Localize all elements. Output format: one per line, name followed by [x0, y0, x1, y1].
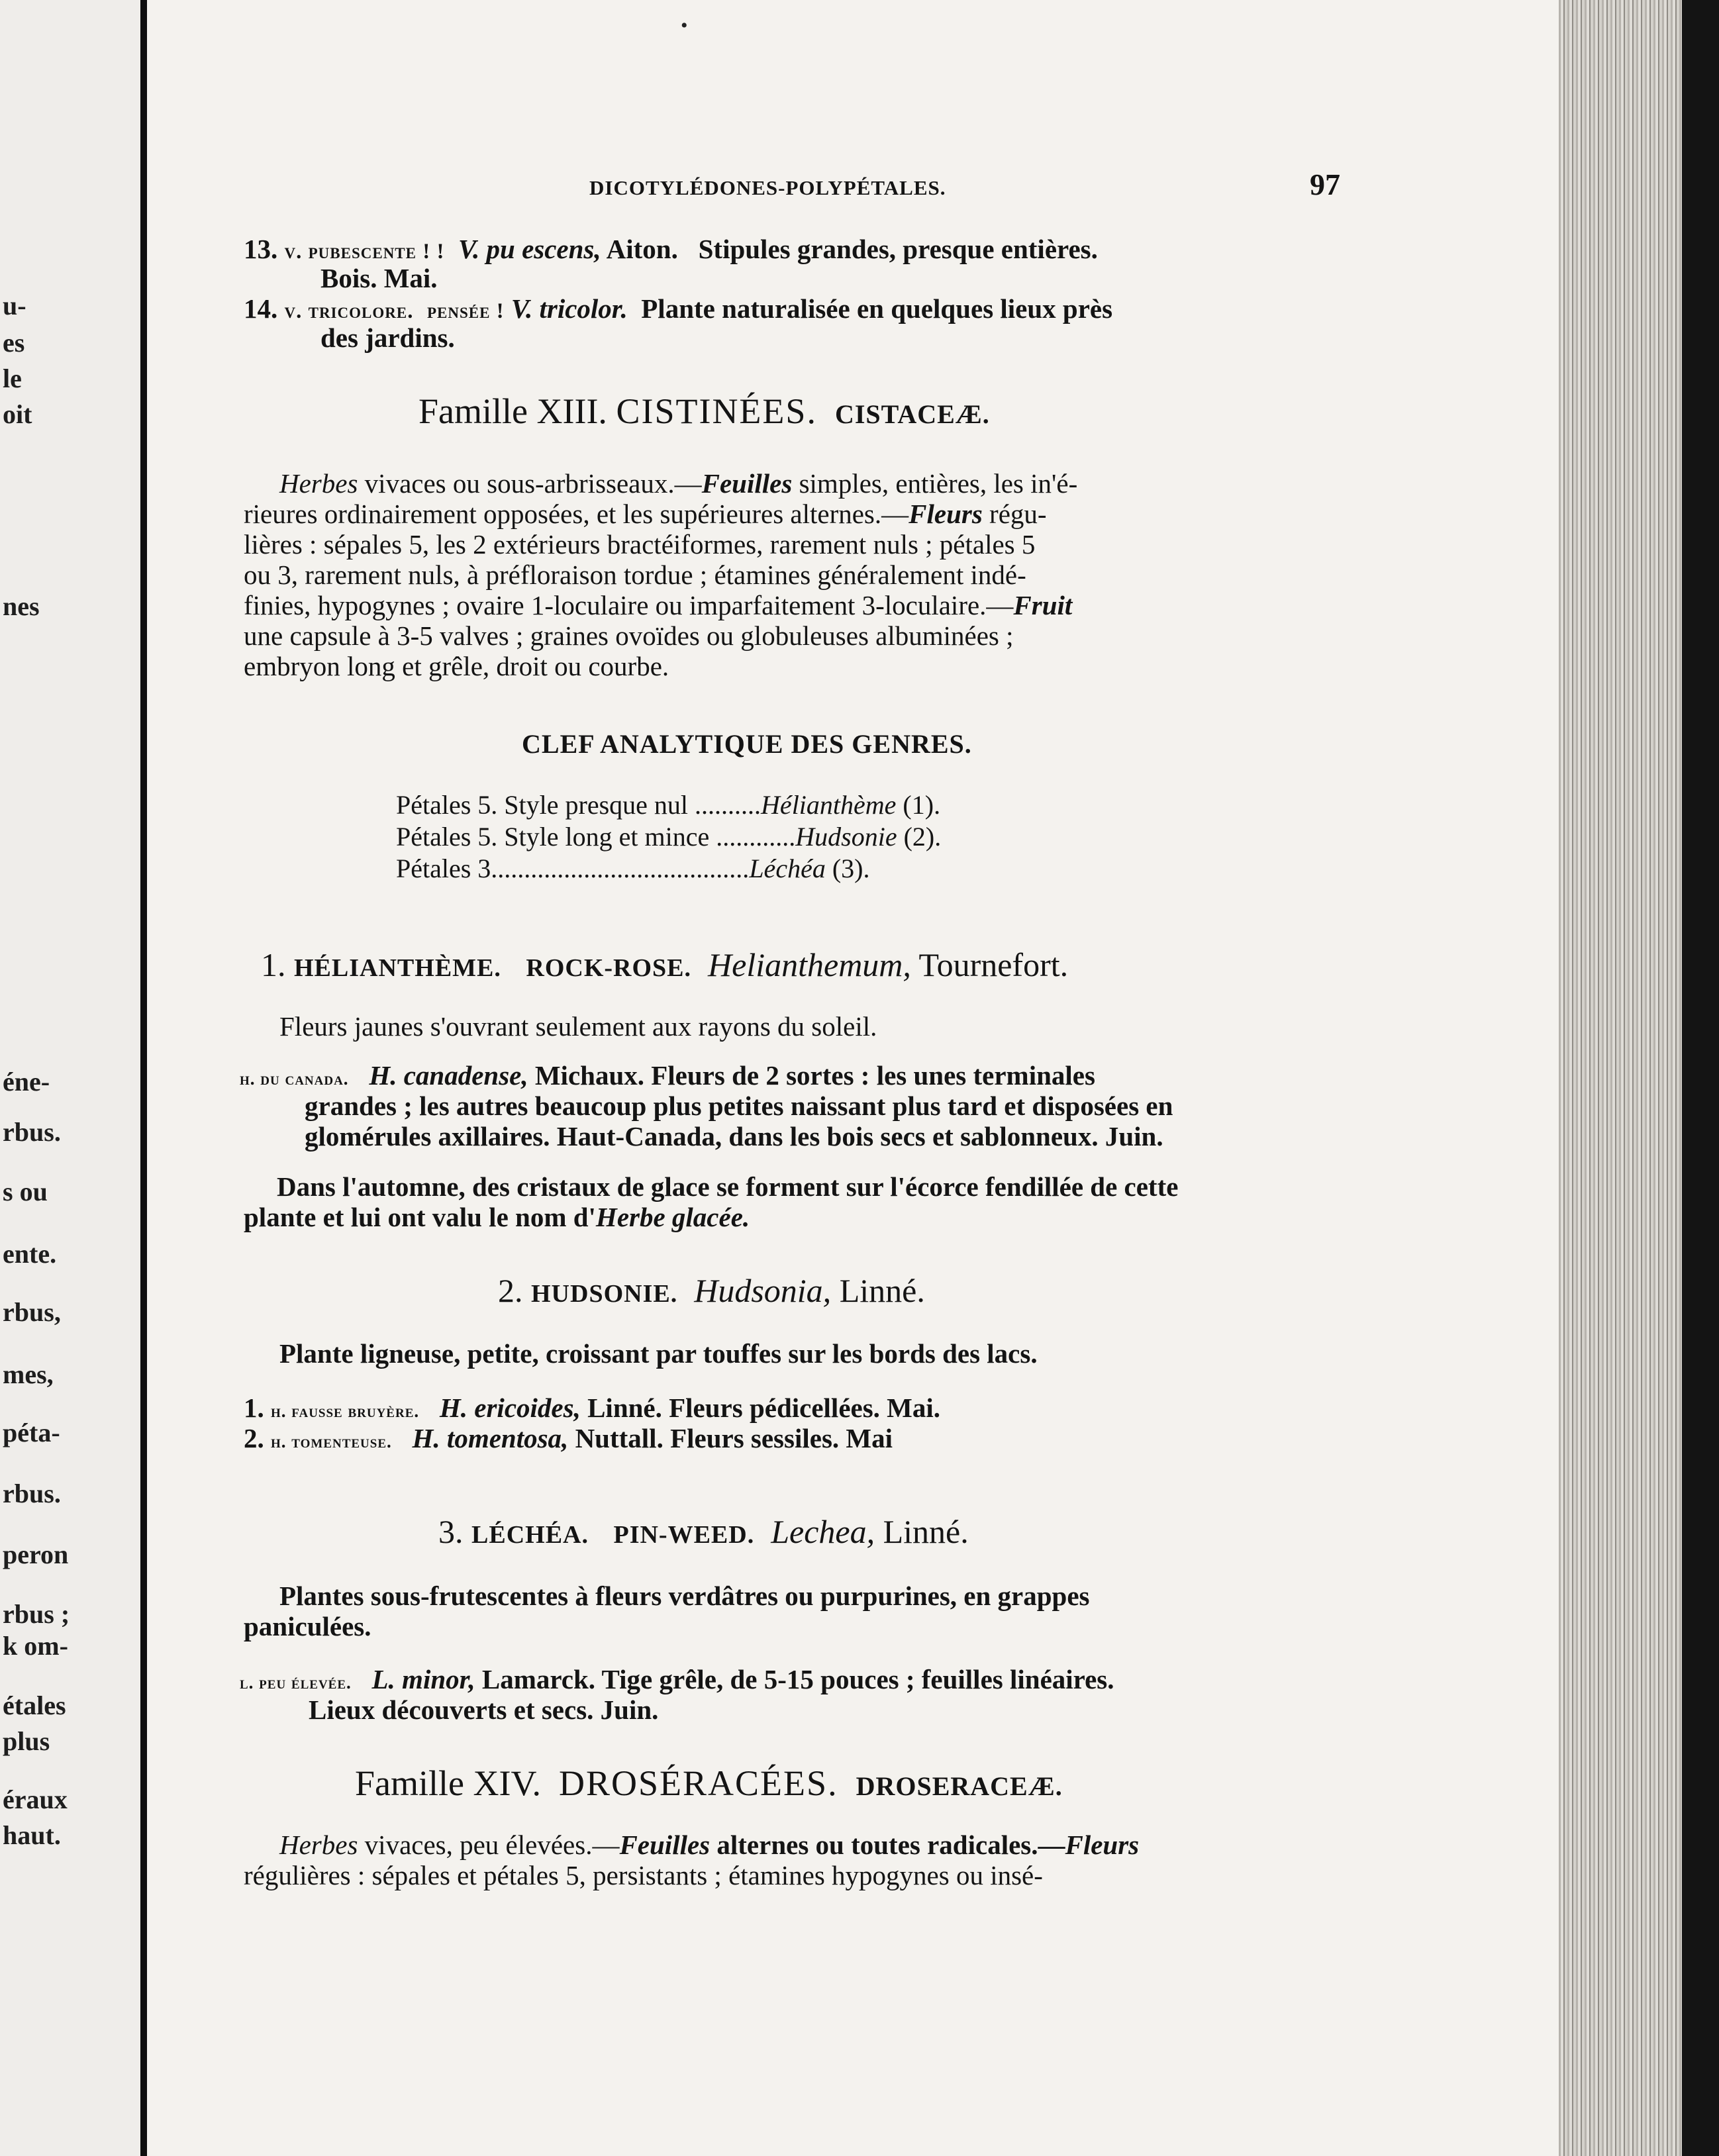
- family-description-line: Herbes vivaces ou sous-arbrisseaux.—Feuilles simples, entières, les in'é-: [279, 468, 1078, 499]
- species-vernacular-name: pensée !: [426, 299, 505, 323]
- facing-text-fragment: plus: [3, 1726, 50, 1756]
- genus-heading-lechea: 3. LÉCHÉA. PIN-WEED. Lechea, Linné.: [438, 1513, 969, 1550]
- genus-description: Fleurs jaunes s'ouvrant seulement aux rayons du soleil.: [279, 1011, 877, 1042]
- page-edge-stack: [1559, 0, 1719, 2156]
- facing-text-fragment: le: [3, 364, 22, 393]
- species-entry-cont: Lieux découverts et secs. Juin.: [309, 1694, 659, 1725]
- genus-heading-helianthemum: 1. HÉLIANTHÈME. ROCK-ROSE. Helianthemum, Tournefort.: [261, 946, 1069, 983]
- species-description: Plante naturalisée en quelques lieux près: [641, 293, 1113, 324]
- facing-text-fragment: mes,: [3, 1359, 54, 1389]
- species-author: Aiton.: [606, 234, 678, 264]
- facing-text-fragment: s ou: [3, 1177, 48, 1206]
- family-latin-name: CISTACEÆ.: [834, 399, 990, 429]
- facing-text-fragment: éraux: [3, 1785, 68, 1814]
- family-heading-xiii: [418, 393, 990, 429]
- family-description-line: ou 3, rarement nuls, à préfloraison tordue ; étamines généralement indé-: [244, 560, 1026, 590]
- facing-text-fragment: u-: [3, 291, 26, 320]
- facing-text-fragment: éne-: [3, 1067, 50, 1097]
- species-entry-13: [244, 236, 1098, 263]
- family-description-line: une capsule à 3-5 valves ; graines ovoïdes ou globuleuses albuminées ;: [244, 620, 1014, 651]
- book-page: [147, 0, 1559, 2156]
- family-name: CISTINÉES.: [616, 391, 817, 431]
- facing-text-fragment: rbus.: [3, 1479, 61, 1508]
- facing-text-fragment: rbus ;: [3, 1599, 70, 1629]
- facing-text-fragment: haut.: [3, 1820, 61, 1850]
- genus-description: Plante ligneuse, petite, croissant par touffes sur les bords des lacs.: [279, 1338, 1038, 1369]
- entry-number: 13.: [244, 234, 278, 264]
- species-latin-name: V. tricolor.: [511, 293, 628, 324]
- family-description-line: rieures ordinairement opposées, et les supérieures alternes.—Fleurs régu-: [244, 499, 1047, 529]
- genera-key-row: Pétales 5. Style long et mince ............Hudsonie (2).: [396, 822, 942, 852]
- species-latin-name: V. pu escens,: [458, 234, 601, 264]
- genus-heading-hudsonia: 2. HUDSONIE. Hudsonia, Linné.: [498, 1272, 925, 1309]
- genera-key-row: Pétales 5. Style presque nul ..........Hélianthème (1).: [396, 790, 941, 820]
- facing-text-fragment: rbus.: [3, 1117, 61, 1147]
- facing-page-edge: [0, 0, 147, 2156]
- facing-text-fragment: oit: [3, 399, 32, 429]
- facing-text-fragment: k om-: [3, 1631, 68, 1661]
- genus-description: Plantes sous-frutescentes à fleurs verdâtres ou purpurines, en grappes: [279, 1581, 1090, 1611]
- family-description-line: régulières : sépales et pétales 5, persistants ; étamines hypogynes ou insé-: [244, 1860, 1043, 1890]
- facing-text-fragment: péta-: [3, 1418, 60, 1447]
- species-entry: l. peu élevée. L. minor, Lamarck. Tige grêle, de 5-15 pouces ; feuilles linéaires.: [240, 1664, 1114, 1694]
- genera-key-title: CLEF ANALYTIQUE DES GENRES.: [522, 729, 972, 759]
- facing-text-fragment: peron: [3, 1540, 69, 1569]
- genera-key-row: Pétales 3.......................................Léchéa (3).: [396, 854, 870, 883]
- genus-description-cont: paniculées.: [244, 1611, 371, 1642]
- running-title: DICOTYLÉDONES-POLYPÉTALES.: [589, 176, 946, 199]
- facing-text-fragment: es: [3, 328, 25, 358]
- species-entry-cont: glomérules axillaires. Haut-Canada, dans les bois secs et sablonneux. Juin.: [305, 1121, 1163, 1152]
- family-number: Famille XIII.: [418, 391, 607, 431]
- species-entry-14-cont: des jardins.: [320, 322, 455, 353]
- species-description: Stipules grandes, presque entières.: [698, 234, 1098, 264]
- facing-text-fragment: rbus,: [3, 1297, 61, 1327]
- species-note: Dans l'automne, des cristaux de glace se forment sur l'écorce fendillée de cette: [277, 1171, 1179, 1202]
- species-entry-cont: grandes ; les autres beaucoup plus petites naissant plus tard et disposées en: [305, 1091, 1173, 1121]
- scan-speck: •: [681, 15, 688, 36]
- species-entry: h. du canada. H. canadense, Michaux. Fleurs de 2 sortes : les unes terminales: [240, 1060, 1095, 1091]
- facing-text-fragment: nes: [3, 591, 40, 621]
- facing-text-fragment: étales: [3, 1690, 66, 1720]
- family-heading-xiv: Famille XIV. DROSÉRACÉES. DROSERACEÆ.: [355, 1763, 1063, 1803]
- species-common-name: v. tricolore.: [284, 299, 414, 323]
- family-description-line: lières : sépales 5, les 2 extérieurs bractéiformes, rarement nuls ; pétales 5: [244, 529, 1036, 560]
- family-description-line: finies, hypogynes ; ovaire 1-loculaire ou imparfaitement 3-loculaire.—Fruit: [244, 590, 1073, 620]
- species-note: plante et lui ont valu le nom d'Herbe glacée.: [244, 1202, 750, 1232]
- species-entry: 2. h. tomenteuse. H. tomentosa, Nuttall. Fleurs sessiles. Mai: [244, 1423, 893, 1453]
- family-description-line: embryon long et grêle, droit ou courbe.: [244, 651, 669, 681]
- family-description-line: Herbes vivaces, peu élevées.—Feuilles alternes ou toutes radicales.—Fleurs: [279, 1830, 1140, 1860]
- species-entry: 1. h. fausse bruyère. H. ericoides, Linné. Fleurs pédicellées. Mai.: [244, 1393, 941, 1423]
- species-entry-13-cont: Bois. Mai.: [320, 263, 438, 293]
- facing-text-fragment: ente.: [3, 1239, 57, 1269]
- species-entry-14: [244, 295, 1112, 322]
- species-common-name: v. pubescente ! !: [284, 240, 445, 264]
- page-number: 97: [1310, 168, 1340, 201]
- entry-number: 14.: [244, 293, 278, 324]
